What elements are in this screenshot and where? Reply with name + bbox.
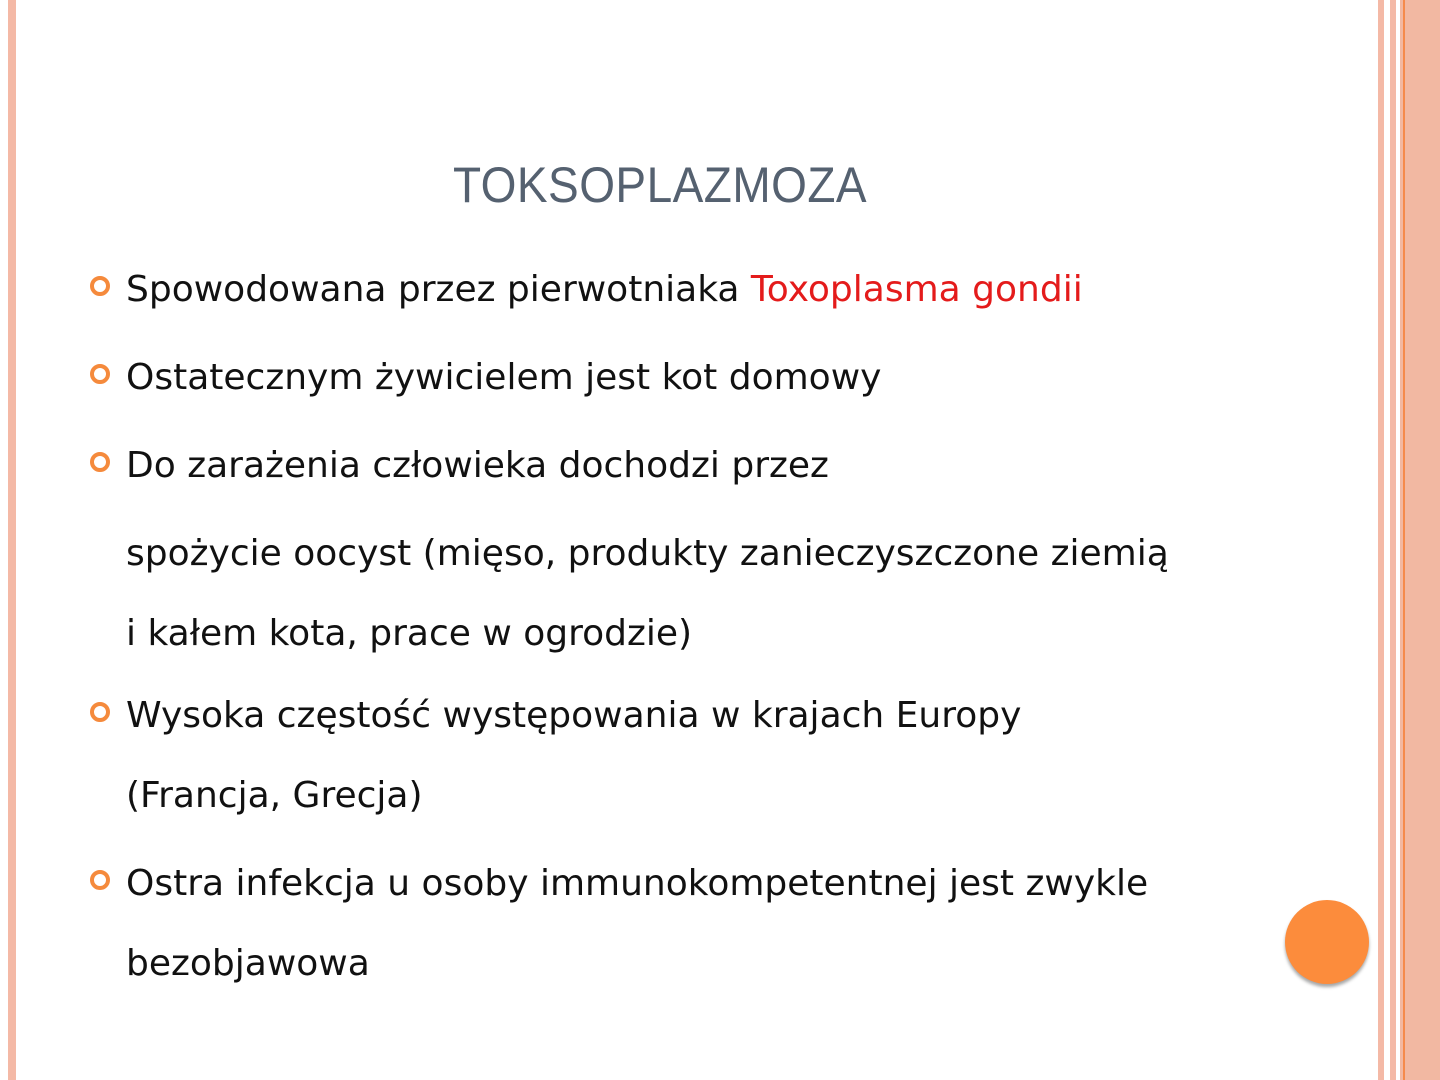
bullet-text: Wysoka częstość występowania w krajach Europy [126, 695, 1022, 736]
highlight-text: Toxoplasma gondii [750, 269, 1083, 310]
right-stripe-3 [1400, 0, 1440, 1080]
bullet-item [90, 850, 1290, 1018]
bullet-ring-icon [90, 702, 110, 722]
right-stripe-accent [1403, 0, 1405, 1080]
bullet-ring-icon [90, 452, 110, 472]
right-stripe-1 [1378, 0, 1384, 1080]
bullet-line [126, 850, 1290, 930]
left-border-stripe [8, 0, 16, 1080]
bullet-line [126, 520, 1290, 600]
bullet-item [90, 344, 1290, 432]
bullet-line [126, 682, 1290, 762]
bullet-line [126, 256, 1290, 344]
bullet-line [126, 600, 1290, 682]
bullet-item [90, 682, 1290, 850]
bullet-line [126, 762, 1290, 850]
bullet-text: (Francja, Grecja) [126, 775, 423, 816]
bullet-item [90, 256, 1290, 344]
bullet-line [126, 930, 1290, 1018]
bullet-text: spożycie oocyst (mięso, produkty zanieczyszczone ziemią [126, 533, 1169, 574]
decorative-orange-circle [1285, 900, 1369, 984]
bullet-ring-icon [90, 870, 110, 890]
bullet-text: bezobjawowa [126, 943, 370, 984]
bullet-item [90, 432, 1290, 682]
bullet-ring-icon [90, 364, 110, 384]
slide-title: TOKSOPLAZMOZA [452, 157, 868, 213]
bullet-ring-icon [90, 276, 110, 296]
bullet-text: Ostatecznym żywicielem jest kot domowy [126, 357, 882, 398]
right-stripe-2 [1390, 0, 1396, 1080]
bullet-text: Ostra infekcja u osoby immunokompetentnej jest zwykle [126, 863, 1149, 904]
bullet-line [126, 344, 1290, 432]
bullet-text: Spowodowana przez pierwotniaka [126, 269, 751, 310]
bullet-list [90, 256, 1290, 1018]
bullet-text: i kałem kota, prace w ogrodzie) [126, 613, 693, 654]
bullet-line [126, 432, 1290, 520]
bullet-text: Do zarażenia człowieka dochodzi przez [126, 445, 829, 486]
